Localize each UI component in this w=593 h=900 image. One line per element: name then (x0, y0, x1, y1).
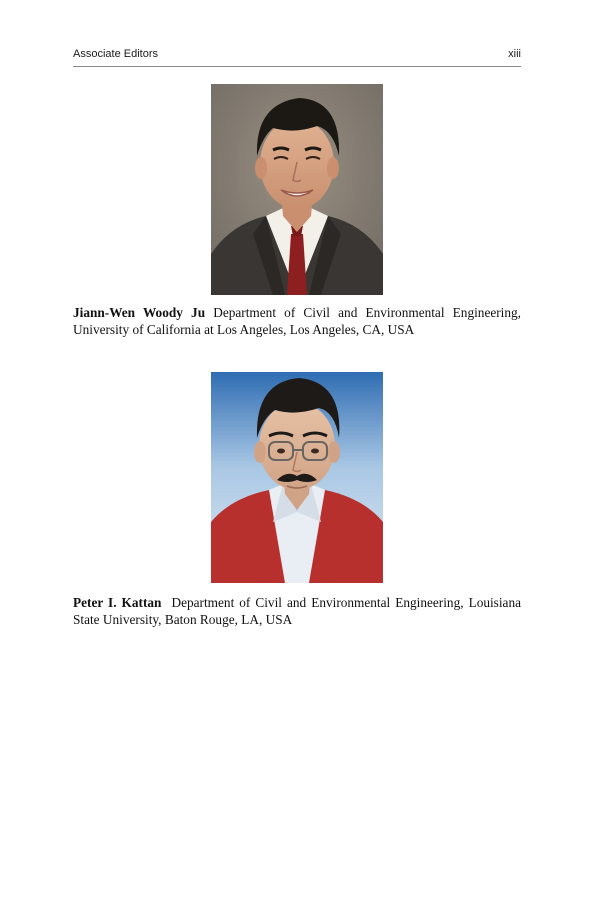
editor-entry-ju (73, 304, 521, 338)
section-title: Associate Editors (73, 48, 158, 60)
running-header (73, 46, 521, 67)
editor-affiliation: Department of Civil and Environmental Engineering, Louisiana State University, Baton Rouge, LA, USA (73, 595, 522, 627)
editor-name: Peter I. Kattan (73, 595, 162, 610)
editor-affiliation: Department of Civil and Environmental Engineering, University of California at Los Angeles, Los Angeles, CA, USA (73, 305, 521, 337)
page-number: xiii (508, 48, 521, 60)
portrait-photo-1 (211, 84, 383, 295)
editor-photo-kattan (211, 372, 383, 583)
editor-entry-kattan (73, 594, 521, 628)
portrait-photo-2 (211, 372, 383, 583)
editor-photo-ju (211, 84, 383, 295)
editor-name: Jiann-Wen Woody Ju (73, 305, 206, 320)
